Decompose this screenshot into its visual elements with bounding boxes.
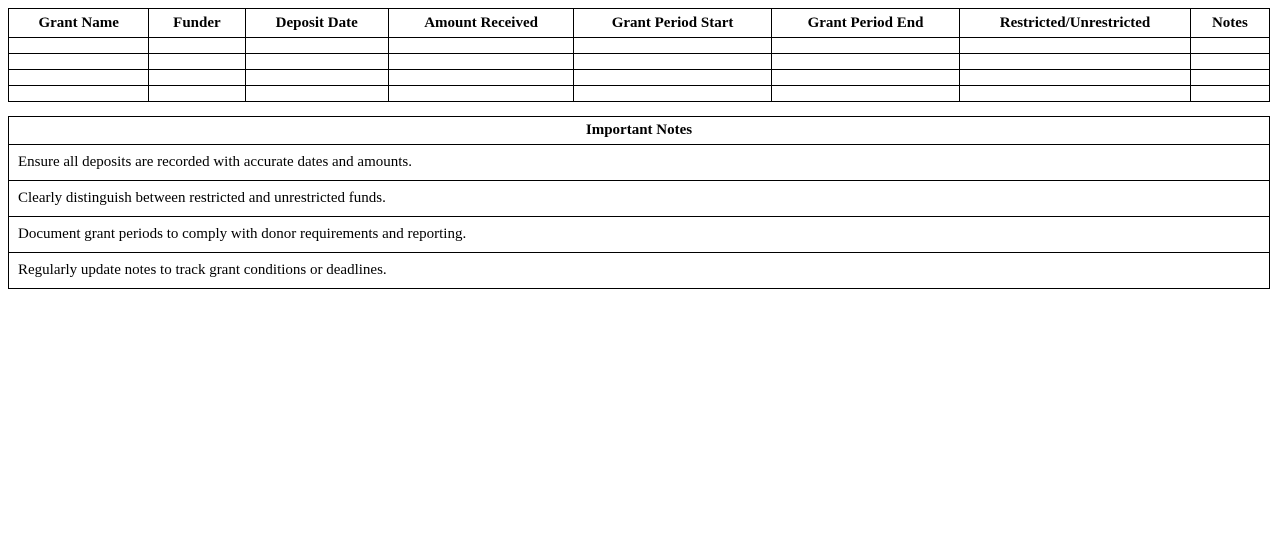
cell-amount-received[interactable]: [388, 70, 573, 86]
cell-notes[interactable]: [1190, 70, 1269, 86]
cell-grant-name[interactable]: [9, 86, 149, 102]
table-row[interactable]: [9, 86, 1270, 102]
cell-deposit-date[interactable]: [245, 38, 388, 54]
cell-grant-name[interactable]: [9, 38, 149, 54]
grant-table-body: [9, 38, 1270, 102]
column-header-grant-period-end: Grant Period End: [771, 9, 959, 38]
cell-restricted-unrestricted[interactable]: [960, 38, 1191, 54]
cell-notes[interactable]: [1190, 86, 1269, 102]
notes-table-body: [9, 145, 1270, 289]
cell-grant-name[interactable]: [9, 54, 149, 70]
list-item: [9, 181, 1270, 217]
cell-grant-period-start[interactable]: [574, 86, 771, 102]
important-notes-table: [8, 116, 1270, 289]
cell-grant-period-start[interactable]: [574, 38, 771, 54]
cell-amount-received[interactable]: [388, 86, 573, 102]
list-item: [9, 145, 1270, 181]
notes-header-row: [9, 117, 1270, 145]
note-text: Ensure all deposits are recorded with accurate dates and amounts.: [9, 145, 1270, 181]
cell-restricted-unrestricted[interactable]: [960, 54, 1191, 70]
table-spacer: [8, 102, 1270, 116]
cell-grant-period-end[interactable]: [771, 86, 959, 102]
cell-grant-period-end[interactable]: [771, 54, 959, 70]
list-item: [9, 253, 1270, 289]
cell-deposit-date[interactable]: [245, 86, 388, 102]
cell-grant-period-end[interactable]: [771, 38, 959, 54]
cell-restricted-unrestricted[interactable]: [960, 70, 1191, 86]
notes-table-title: Important Notes: [9, 117, 1270, 145]
column-header-deposit-date: Deposit Date: [245, 9, 388, 38]
cell-funder[interactable]: [149, 54, 245, 70]
cell-grant-name[interactable]: [9, 70, 149, 86]
column-header-grant-period-start: Grant Period Start: [574, 9, 771, 38]
column-header-amount-received: Amount Received: [388, 9, 573, 38]
cell-notes[interactable]: [1190, 54, 1269, 70]
cell-restricted-unrestricted[interactable]: [960, 86, 1191, 102]
list-item: [9, 217, 1270, 253]
column-header-grant-name: Grant Name: [9, 9, 149, 38]
cell-deposit-date[interactable]: [245, 54, 388, 70]
grant-deposit-table: [8, 8, 1270, 102]
note-text: Document grant periods to comply with donor requirements and reporting.: [9, 217, 1270, 253]
notes-table-head: [9, 117, 1270, 145]
note-text: Regularly update notes to track grant conditions or deadlines.: [9, 253, 1270, 289]
cell-grant-period-start[interactable]: [574, 54, 771, 70]
column-header-restricted-unrestricted: Restricted/Unrestricted: [960, 9, 1191, 38]
column-header-funder: Funder: [149, 9, 245, 38]
column-header-notes: Notes: [1190, 9, 1269, 38]
grant-table-header-row: [9, 9, 1270, 38]
table-row[interactable]: [9, 54, 1270, 70]
cell-grant-period-start[interactable]: [574, 70, 771, 86]
grant-table-head: [9, 9, 1270, 38]
cell-deposit-date[interactable]: [245, 70, 388, 86]
cell-amount-received[interactable]: [388, 54, 573, 70]
note-text: Clearly distinguish between restricted and unrestricted funds.: [9, 181, 1270, 217]
cell-funder[interactable]: [149, 86, 245, 102]
cell-grant-period-end[interactable]: [771, 70, 959, 86]
cell-funder[interactable]: [149, 70, 245, 86]
cell-notes[interactable]: [1190, 38, 1269, 54]
cell-funder[interactable]: [149, 38, 245, 54]
table-row[interactable]: [9, 38, 1270, 54]
cell-amount-received[interactable]: [388, 38, 573, 54]
table-row[interactable]: [9, 70, 1270, 86]
